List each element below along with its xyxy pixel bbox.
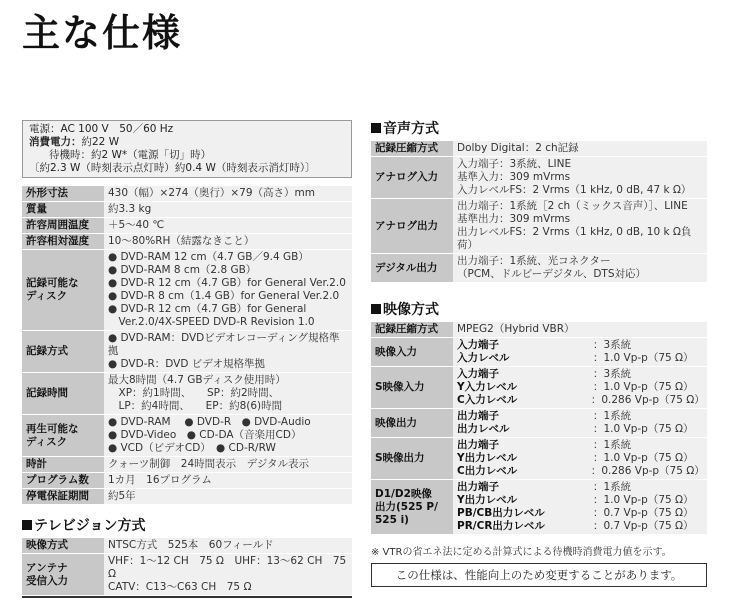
spec-value (453, 254, 707, 283)
spec-value-text: ：1系統 (593, 481, 632, 493)
spec-value-line: 基準入力：309 mVrms (457, 171, 571, 183)
spec-value-label: Y入力レベル (457, 381, 518, 393)
spec-value (453, 480, 707, 535)
left-column (22, 120, 352, 598)
spec-value (453, 338, 707, 367)
spec-value-line: クォーツ制御 24時間表示 デジタル表示 (108, 458, 309, 470)
spec-key: 記録時間 (22, 373, 104, 415)
spec-value-label: C出力レベル (457, 465, 518, 477)
spec-row (22, 489, 352, 505)
spec-value-line: ● DVD-RAM 8 cm（2.8 GB） (108, 264, 257, 276)
spec-value-text: ：1.0 Vp-p（75 Ω） (593, 381, 694, 393)
spec-value-text: ：0.286 Vp-p（75 Ω） (590, 394, 705, 406)
video-section-heading: 映像方式 (371, 301, 707, 319)
spec-value (453, 199, 707, 254)
spec-row (371, 199, 707, 254)
spec-value-line: 約5年 (108, 490, 136, 502)
spec-value-label: 入力端子 (457, 368, 499, 380)
tv-spec-table (22, 537, 352, 596)
spec-value (104, 473, 352, 489)
spec-row (22, 457, 352, 473)
audio-section-heading: 音声方式 (371, 120, 707, 138)
spec-value-line: 1カ月 16プログラム (108, 474, 212, 486)
spec-value-text: ：3系統 (593, 339, 632, 351)
spec-row (371, 438, 707, 480)
spec-value-line: 基準出力：309 mVrms (457, 213, 571, 225)
spec-value-line: Dolby Digital：2 ch記録 (457, 142, 579, 154)
spec-key: アナログ入力 (371, 157, 453, 199)
spec-value (453, 409, 707, 438)
standby-detail-line: 〔約2.3 W（時刻表示点灯時）約0.4 W（時刻表示消灯時）〕 (29, 162, 316, 174)
spec-row (22, 202, 352, 218)
spec-value-line: （PCM、ドルビーデジタル、DTS対応） (457, 268, 646, 280)
spec-row (371, 409, 707, 438)
spec-value-line: 10〜80%RH（結露なきこと） (108, 235, 255, 247)
spec-value-text: ：0.286 Vp-p（75 Ω） (590, 465, 705, 477)
standby-line: 待機時：約2 W*（電源「切」時） (49, 149, 212, 161)
spec-value (104, 234, 352, 250)
spec-value-pair (457, 481, 703, 494)
spec-value-pair (457, 323, 703, 336)
spec-value (104, 250, 352, 331)
section-square-icon (371, 123, 381, 133)
spec-key: S映像入力 (371, 367, 453, 409)
video-spec-table (371, 321, 707, 535)
spec-value-text: ：1系統 (593, 410, 632, 422)
spec-value (104, 202, 352, 218)
spec-value-line: Ver.2.0/4X-SPEED DVD-R Revision 1.0 (108, 316, 315, 328)
spec-value (453, 438, 707, 480)
spec-value (104, 331, 352, 373)
spec-value (453, 141, 707, 157)
spec-value (104, 457, 352, 473)
spec-key: デジタル出力 (371, 254, 453, 283)
spec-value-text: ：1.0 Vp-p（75 Ω） (593, 423, 694, 435)
spec-value-text: ：1.0 Vp-p（75 Ω） (593, 452, 694, 464)
audio-spec-table (371, 140, 707, 283)
spec-key: 外形寸法 (22, 186, 104, 202)
spec-value-label: Y出力レベル (457, 494, 518, 506)
spec-value-text: ：0.7 Vp-p（75 Ω） (593, 520, 694, 532)
spec-value-line: ● DVD-R 12 cm（4.7 GB）for General Ver.2.0 (108, 277, 346, 289)
spec-value (104, 218, 352, 234)
spec-row (22, 554, 352, 596)
spec-value-pair (457, 368, 703, 381)
spec-row (22, 415, 352, 457)
right-column (371, 120, 707, 587)
spec-row (371, 141, 707, 157)
spec-value-line: ● DVD-R 12 cm（4.7 GB）for General (108, 303, 307, 315)
spec-value (453, 367, 707, 409)
spec-key: アナログ出力 (371, 199, 453, 254)
spec-key: S映像出力 (371, 438, 453, 480)
spec-value-line: 出力レベルFS：2 Vrms（1 kHz, 0 dB, 10 k Ω負荷） (457, 226, 692, 251)
spec-key: 記録圧縮方式 (371, 322, 453, 338)
spec-key: 映像出力 (371, 409, 453, 438)
spec-value-line: ● DVD-Video ● CD-DA（音楽用CD） (108, 429, 302, 441)
spec-key: 時計 (22, 457, 104, 473)
spec-value (104, 538, 352, 554)
spec-row (22, 218, 352, 234)
section-square-icon (22, 520, 32, 530)
spec-row (22, 186, 352, 202)
spec-value-line: ● VCD（ビデオCD） ● CD-R/RW (108, 442, 276, 454)
spec-value-line: 入力端子：3系統、LINE (457, 158, 572, 170)
power-consumption-value: 約22 W (81, 136, 120, 148)
spec-key: 記録可能な ディスク (22, 250, 104, 331)
tv-section-heading: テレビジョン方式 (22, 517, 352, 535)
power-consumption-line (29, 136, 345, 149)
spec-row (22, 331, 352, 373)
spec-row (22, 473, 352, 489)
spec-row (371, 322, 707, 338)
spec-value (104, 415, 352, 457)
spec-value-label: 出力端子 (457, 439, 499, 451)
spec-value-line: 約3.3 kg (108, 203, 152, 215)
spec-key: アンテナ 受信入力 (22, 554, 104, 596)
spec-row (22, 538, 352, 554)
spec-value-pair (457, 439, 703, 452)
spec-key: 許容周囲温度 (22, 218, 104, 234)
spec-value-pair (457, 352, 703, 365)
spec-row (22, 373, 352, 415)
spec-value-line: ● DVD-RAM 12 cm（4.7 GB／9.4 GB） (108, 251, 309, 263)
spec-value-pair (457, 494, 703, 507)
spec-key: 記録方式 (22, 331, 104, 373)
spec-value-pair (457, 520, 703, 533)
spec-value-text: ：1系統 (593, 439, 632, 451)
spec-row (371, 338, 707, 367)
spec-value-text: ：0.7 Vp-p（75 Ω） (593, 507, 694, 519)
power-consumption-label: 消費電力： (29, 136, 82, 148)
spec-value-pair (457, 423, 703, 436)
spec-value-pair (457, 394, 703, 407)
spec-value-label: 出力端子 (457, 410, 499, 422)
spec-value (104, 489, 352, 505)
spec-value-line: 430（幅）×274（奥行）×79（高さ）mm (108, 187, 315, 199)
footnote: ※ VTRの省エネ法に定める計算式による待機時消費電力値を示す。 (371, 547, 672, 558)
spec-key: 記録圧縮方式 (371, 141, 453, 157)
spec-row (371, 480, 707, 535)
spec-row (22, 234, 352, 250)
spec-value-text: ：1.0 Vp-p（75 Ω） (593, 352, 694, 364)
spec-value-label: 出力端子 (457, 481, 499, 493)
spec-value-line: ● DVD-R：DVD ビデオ規格準拠 (108, 358, 266, 370)
spec-value-label: MPEG2（Hybrid VBR） (457, 323, 575, 335)
section-square-icon (371, 304, 381, 314)
power-spec-box (22, 120, 352, 178)
spec-value-label: PB/CB出力レベル (457, 507, 545, 519)
spec-value-line: 入力レベルFS：2 Vrms（1 kHz, 0 dB, 47 k Ω） (457, 184, 692, 196)
spec-value-text: ：1.0 Vp-p（75 Ω） (593, 494, 694, 506)
spec-value (104, 186, 352, 202)
spec-row (22, 250, 352, 331)
spec-value-line: XP：約1時間、 SP：約2時間、 (108, 387, 280, 399)
spec-key: 映像方式 (22, 538, 104, 554)
spec-value-line: ＋5〜40 ℃ (108, 219, 165, 231)
tv-table-rule (22, 596, 352, 598)
spec-value-pair (457, 465, 703, 478)
spec-value-label: 入力端子 (457, 339, 499, 351)
spec-value-label: 入力レベル (457, 352, 510, 364)
spec-value-line: 最大8時間（4.7 GBディスク使用時） (108, 374, 286, 386)
spec-value-label: PR/CR出力レベル (457, 520, 545, 532)
power-line: 電源：AC 100 V 50／60 Hz (29, 123, 174, 135)
spec-row (371, 157, 707, 199)
general-spec-table (22, 185, 352, 505)
spec-key: D1/D2映像 出力(525 P/ 525 i) (371, 480, 453, 535)
spec-value-line: 出力端子：1系統［2 ch（ミックス音声）］、LINE (457, 200, 688, 212)
spec-value (453, 157, 707, 199)
spec-value-line: ● DVD-RAM ● DVD-R ● DVD-Audio (108, 416, 311, 428)
spec-value-pair (457, 452, 703, 465)
spec-key: 停電保証期間 (22, 489, 104, 505)
spec-value-line: ● DVD-RAM：DVDビデオレコーディング規格準拠 (108, 332, 340, 357)
spec-value-line: CATV：C13〜C63 CH 75 Ω (108, 581, 252, 593)
spec-value-line: NTSC方式 525本 60フィールド (108, 539, 274, 551)
spec-value-pair (457, 410, 703, 423)
spec-value-pair (457, 381, 703, 394)
spec-value (453, 322, 707, 338)
spec-row (371, 367, 707, 409)
spec-value-label: 出力レベル (457, 423, 510, 435)
spec-value-pair (457, 339, 703, 352)
spec-key: 許容相対湿度 (22, 234, 104, 250)
spec-key: 質量 (22, 202, 104, 218)
spec-key: プログラム数 (22, 473, 104, 489)
notice-box: この仕様は、性能向上のため変更することがあります。 (371, 563, 707, 587)
spec-value-line: 出力端子：1系統、光コネクター (457, 255, 611, 267)
spec-value-label: Y出力レベル (457, 452, 518, 464)
spec-value-pair (457, 507, 703, 520)
spec-value (104, 554, 352, 596)
spec-value-line: LP：約4時間、 EP：約8(6)時間 (108, 400, 283, 412)
page-title: 主な仕様 (22, 11, 183, 55)
spec-value-line: ● DVD-R 8 cm（1.4 GB）for General Ver.2.0 (108, 290, 340, 302)
spec-row (371, 254, 707, 283)
spec-value-label: C入力レベル (457, 394, 518, 406)
spec-key: 映像入力 (371, 338, 453, 367)
spec-value-line: VHF：1〜12 CH 75 Ω UHF：13〜62 CH 75 Ω (108, 555, 347, 580)
spec-key: 再生可能な ディスク (22, 415, 104, 457)
spec-value (104, 373, 352, 415)
spec-value-text: ：3系統 (593, 368, 632, 380)
